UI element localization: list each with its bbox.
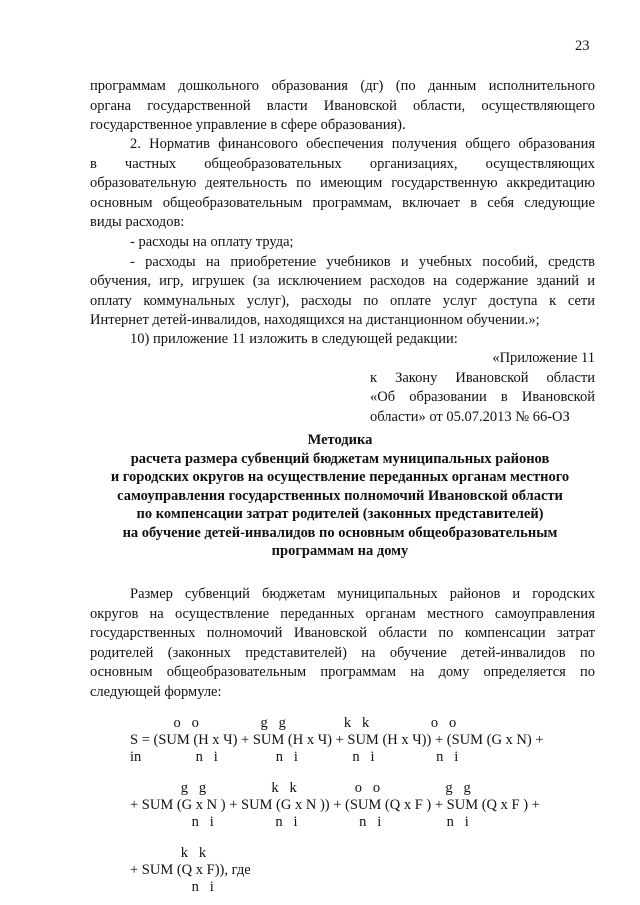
text-line: Интернет детей-инвалидов, находящихся на дистанционном обучении.»; bbox=[90, 312, 540, 328]
formula-subscripts: n i n i n i n i bbox=[130, 814, 469, 830]
appendix-line: «Об образовании в Ивановской bbox=[370, 389, 595, 405]
page-number: 23 bbox=[575, 38, 590, 54]
text-line: органа государственной власти Ивановской области, осуществляющего bbox=[90, 97, 595, 114]
formula-main-line: + SUM (Q x F)), где bbox=[130, 862, 251, 878]
title-line: самоуправления государственных полномочий Ивановской области bbox=[117, 487, 563, 504]
appendix-line: «Приложение 11 bbox=[492, 350, 595, 366]
formula-main-line: S = (SUM (Н х Ч) + SUM (Н х Ч) + SUM (Н х Ч)) + (SUM (G x N) + bbox=[130, 732, 544, 748]
text-line: оплату коммунальных услуг), расходы по оплате услуг доступа к сети bbox=[90, 292, 595, 309]
item-2-paragraph bbox=[90, 135, 595, 233]
expense-list bbox=[90, 233, 595, 331]
body-paragraph bbox=[90, 585, 595, 702]
text-line: обучения, игр, игрушек (за исключением расходов на содержание зданий и bbox=[90, 273, 595, 289]
text-line: 10) приложение 11 изложить в следующей редакции: bbox=[130, 331, 458, 347]
methodology-title bbox=[60, 431, 620, 561]
text-line: государственных полномочий Ивановской области по компенсации затрат bbox=[90, 625, 595, 641]
intro-paragraph bbox=[90, 77, 595, 136]
text-line: программам дошкольного образования (дг) (по данным исполнительного bbox=[90, 78, 595, 94]
text-line: Размер субвенций бюджетам муниципальных районов и городских bbox=[130, 586, 595, 602]
text-line: родителей (законных представителей) на обучение детей-инвалидов по bbox=[90, 644, 595, 661]
text-line: округов на осуществление переданных органам местного самоуправления bbox=[90, 605, 595, 622]
formula-superscripts: g g k k o o g g bbox=[130, 780, 471, 796]
formula-subscripts: n i bbox=[130, 879, 214, 895]
list-item: - расходы на приобретение учебников и учебных пособий, средств bbox=[130, 253, 595, 270]
formula-superscripts: o o g g k k o o bbox=[130, 715, 457, 731]
item-10-paragraph bbox=[90, 330, 595, 350]
text-line: основным общеобразовательным программам на дому определяется по bbox=[90, 664, 595, 680]
title-line: по компенсации затрат родителей (законных представителей) bbox=[136, 506, 544, 522]
text-line: основным общеобразовательным программам, включает в себя следующие bbox=[90, 194, 595, 211]
appendix-line: области» от 05.07.2013 № 66-ОЗ bbox=[370, 408, 570, 425]
appendix-reference bbox=[370, 349, 595, 427]
appendix-line: к Закону Ивановской области bbox=[370, 369, 595, 386]
title-line: расчета размера субвенций бюджетам муниципальных районов bbox=[130, 450, 550, 467]
formula-main-line: + SUM (G x N ) + SUM (G x N )) + (SUM (Q x F ) + SUM (Q x F ) + bbox=[130, 797, 540, 813]
formula-subscripts: in n i n i n i n i bbox=[130, 749, 459, 765]
text-line: в частных общеобразовательных организациях, осуществляющих bbox=[90, 155, 595, 172]
title-line: программам на дому bbox=[271, 543, 409, 559]
title-line: на обучение детей-инвалидов по основным общеобразовательным bbox=[122, 524, 558, 541]
title-line: и городских округов на осуществление переданных органам местного bbox=[110, 469, 570, 485]
text-line: следующей формуле: bbox=[90, 683, 222, 700]
text-line: образовательную деятельность по имеющим государственную аккредитацию bbox=[90, 175, 595, 191]
title-line: Методика bbox=[307, 432, 373, 448]
list-item: - расходы на оплату труда; bbox=[130, 234, 294, 250]
text-line: виды расходов: bbox=[90, 214, 185, 230]
text-line: 2. Норматив финансового обеспечения получения общего образования bbox=[130, 136, 595, 152]
formula-superscripts: k k bbox=[130, 845, 207, 861]
text-line: государственное управление в сфере образования). bbox=[90, 117, 406, 133]
